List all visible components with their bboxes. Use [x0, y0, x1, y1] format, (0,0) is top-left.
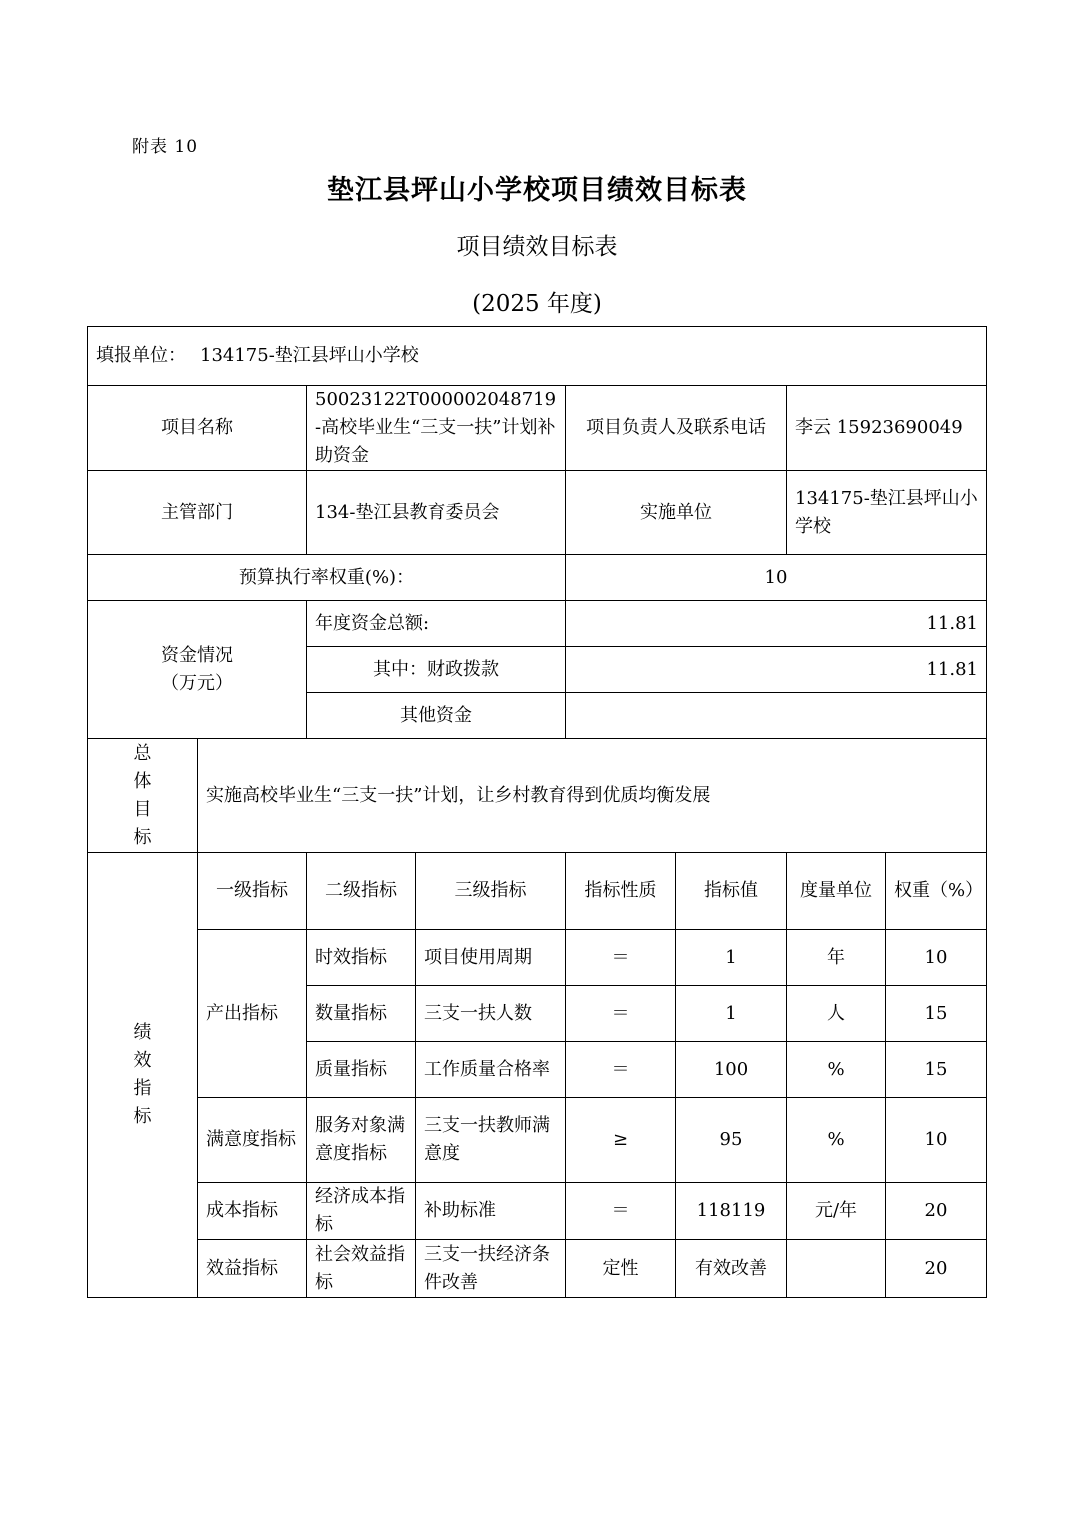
dept-value-cell [306, 470, 566, 555]
row-unit [786, 929, 886, 986]
cell-text: 三支一扶人数 [424, 1002, 532, 1024]
cell-text: 项目使用周期 [424, 946, 532, 968]
funds-total-value: 11.81 [926, 612, 978, 634]
header-value [675, 852, 787, 930]
cell-text: 社会效益指标 [315, 1243, 405, 1293]
row-weight [885, 1097, 987, 1183]
row-weight [885, 1239, 987, 1298]
reporting-unit-value: 134175-垫江县坪山小学校 [200, 345, 419, 366]
page-title: 垫江县坪山小学校项目绩效目标表 [327, 175, 747, 206]
cell-text: 经济成本指标 [315, 1186, 405, 1235]
row-unit [786, 1182, 886, 1240]
project-name-value: 50023122T000002048719-高校毕业生“三支一扶”计划补助资金 [315, 389, 557, 466]
row-nature [565, 1239, 676, 1298]
project-contact-value-cell [786, 385, 987, 471]
indicators-label-cell [87, 852, 198, 1298]
row-nature [565, 985, 676, 1042]
appendix-label: 附表 10 [132, 137, 199, 157]
cell-text: ≥ [612, 1129, 629, 1150]
header-nature-text: 指标性质 [584, 880, 657, 901]
overall-goal-value-cell [197, 738, 987, 853]
group-cost-text: 成本指标 [206, 1200, 278, 1221]
row-level2 [306, 1097, 416, 1183]
row-level3 [415, 1239, 566, 1298]
cell-text: 定性 [602, 1257, 639, 1279]
cell-text: 年 [827, 946, 845, 968]
impl-unit-label: 实施单位 [640, 501, 712, 523]
funds-fiscal-label: 其中：财政拨款 [373, 658, 499, 680]
row-weight [885, 929, 987, 986]
row-level2 [306, 1239, 416, 1298]
funds-other-label-cell [306, 692, 566, 739]
group-satisfaction-text: 满意度指标 [206, 1129, 296, 1150]
group-satisfaction [197, 1097, 307, 1183]
group-benefit [197, 1239, 307, 1298]
row-level2 [306, 929, 416, 986]
row-nature [565, 1041, 676, 1098]
funds-total-label: 年度资金总额: [315, 612, 430, 634]
row-weight [885, 1041, 987, 1098]
cell-text: 20 [924, 1200, 948, 1221]
dept-label: 主管部门 [161, 501, 233, 523]
funds-other-value-cell [565, 692, 987, 739]
impl-unit-value: 134175-垫江县坪山小学校 [795, 487, 978, 537]
page-subtitle: 项目绩效目标表 [456, 234, 618, 260]
year-label: (2025 年度) [472, 291, 602, 317]
project-name-value-cell [306, 385, 566, 471]
budget-weight-value-cell [565, 554, 987, 601]
cell-text: 有效改善 [695, 1257, 767, 1279]
row-value [675, 1182, 787, 1240]
header-weight-text: 权重（%） [894, 880, 984, 901]
cell-text: 118119 [696, 1200, 766, 1221]
funds-fiscal-label-cell [306, 646, 566, 693]
funds-label-cell [87, 600, 307, 739]
row-level3 [415, 1041, 566, 1098]
impl-unit-label-cell [565, 470, 787, 555]
funds-total-label-cell [306, 600, 566, 647]
performance-target-table [88, 327, 987, 1298]
reporting-unit-label: 填报单位： [96, 345, 186, 366]
indicators-label: 绩效指标 [133, 1022, 152, 1127]
cell-text: 时效指标 [315, 946, 387, 968]
budget-weight-label: 预算执行率权重(%)： [238, 566, 415, 588]
row-level2 [306, 985, 416, 1042]
cell-text: 10 [924, 1129, 948, 1150]
header-weight [885, 852, 987, 930]
row-nature [565, 929, 676, 986]
project-name-label-cell [87, 385, 307, 471]
header-nature [565, 852, 676, 930]
row-level3 [415, 1097, 566, 1183]
project-contact-value: 李云 15923690049 [795, 417, 963, 438]
cell-text: 服务对象满意度指标 [315, 1115, 405, 1164]
cell-text: 20 [924, 1257, 948, 1279]
row-value [675, 1239, 787, 1298]
project-contact-label-cell [565, 385, 787, 471]
row-unit [786, 1041, 886, 1098]
cell-text: 数量指标 [315, 1002, 387, 1024]
header-level1-text: 一级指标 [216, 880, 288, 901]
row-value [675, 985, 787, 1042]
funds-fiscal-value-cell [565, 646, 987, 693]
dept-label-cell [87, 470, 307, 555]
cell-text: % [827, 1129, 845, 1150]
cell-text: 人 [827, 1002, 845, 1024]
header-unit-text: 度量单位 [800, 880, 872, 901]
funds-total-value-cell [565, 600, 987, 647]
header-level3 [415, 852, 566, 930]
cell-text: ＝ [611, 946, 630, 968]
group-cost [197, 1182, 307, 1240]
row-weight [885, 1182, 987, 1240]
header-level2 [306, 852, 416, 930]
group-output [197, 929, 307, 1098]
row-unit [786, 985, 886, 1042]
project-name-label: 项目名称 [161, 417, 233, 438]
budget-weight-label-cell [87, 554, 566, 601]
overall-goal-label: 总体目标 [133, 742, 152, 848]
cell-text: 1 [725, 946, 737, 968]
funds-label: 资金情况（万元） [161, 644, 233, 694]
cell-text: 三支一扶教师满意度 [424, 1115, 550, 1164]
cell-text: 1 [725, 1002, 737, 1024]
row-unit [786, 1239, 886, 1298]
row-nature [565, 1182, 676, 1240]
cell-text: 15 [924, 1058, 948, 1080]
cell-text: ＝ [611, 1002, 630, 1024]
row-value [675, 1097, 787, 1183]
budget-weight-value: 10 [764, 566, 788, 588]
cell-text: 三支一扶经济条件改善 [424, 1243, 550, 1293]
row-level3 [415, 1182, 566, 1240]
row-level2 [306, 1182, 416, 1240]
group-benefit-text: 效益指标 [206, 1257, 278, 1279]
header-value-text: 指标值 [704, 880, 758, 901]
row-value [675, 929, 787, 986]
cell-text: 元/年 [814, 1200, 858, 1221]
cell-text: 100 [713, 1058, 749, 1080]
cell-text: 15 [924, 1002, 948, 1024]
reporting-unit-cell [87, 326, 987, 386]
row-level3 [415, 929, 566, 986]
header-level2-text: 二级指标 [325, 880, 397, 901]
row-nature [565, 1097, 676, 1183]
dept-value: 134-垫江县教育委员会 [315, 501, 500, 523]
cell-text: 95 [719, 1129, 743, 1150]
header-level3-text: 三级指标 [454, 880, 527, 901]
project-contact-label: 项目负责人及联系电话 [586, 417, 766, 438]
cell-text: 补助标准 [424, 1200, 496, 1221]
funds-other-label: 其他资金 [400, 704, 472, 726]
cell-text: ＝ [611, 1200, 630, 1221]
row-weight [885, 985, 987, 1042]
header-unit [786, 852, 886, 930]
overall-goal-label-cell [87, 738, 198, 853]
overall-goal-value: 实施高校毕业生“三支一扶”计划，让乡村教育得到优质均衡发展 [206, 784, 711, 806]
funds-fiscal-value: 11.81 [926, 658, 978, 680]
row-value [675, 1041, 787, 1098]
cell-text: ＝ [611, 1058, 630, 1080]
cell-text: % [827, 1058, 845, 1080]
cell-text: 工作质量合格率 [424, 1058, 550, 1080]
row-level2 [306, 1041, 416, 1098]
row-level3 [415, 985, 566, 1042]
row-unit [786, 1097, 886, 1183]
cell-text: 10 [924, 946, 948, 968]
cell-text: 质量指标 [315, 1058, 387, 1080]
group-output-text: 产出指标 [206, 1002, 278, 1024]
impl-unit-value-cell [786, 470, 987, 555]
header-level1 [197, 852, 307, 930]
